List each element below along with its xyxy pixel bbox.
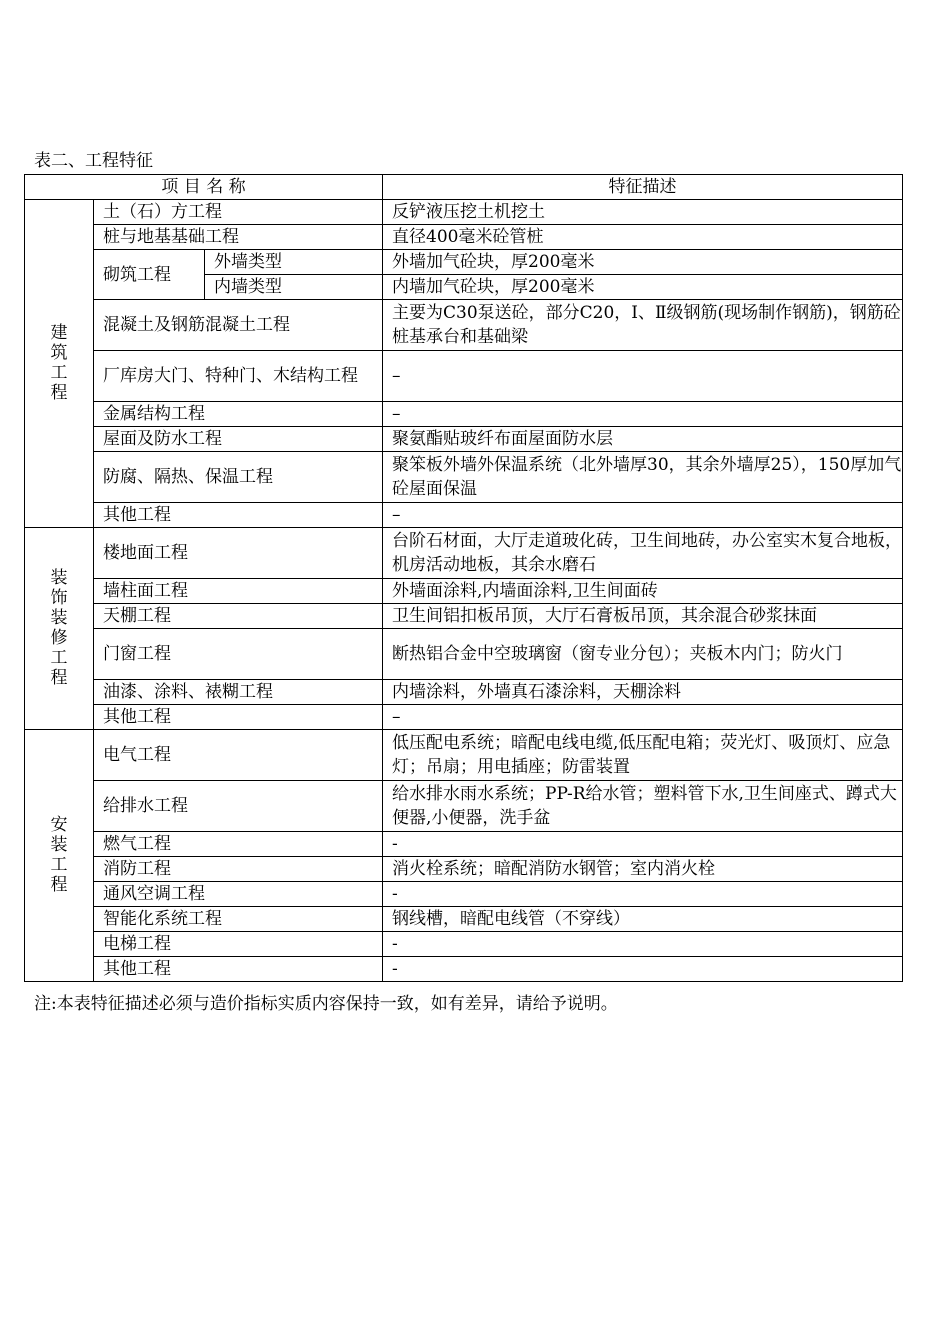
table-row [25,402,903,427]
desc-cell: 内墙加气砼块，厚200毫米 [383,275,903,300]
table-row [25,579,903,604]
desc-cell: - [383,882,903,907]
desc-cell: 钢线槽，暗配电线管（不穿线） [383,907,903,932]
item-cell: 消防工程 [94,857,383,882]
category-cell-building [25,200,94,528]
sub-item-cell: 内墙类型 [205,275,383,300]
table-row [25,907,903,932]
desc-cell: 台阶石材面，大厅走道玻化砖，卫生间地砖，办公室实木复合地板，机房活动地板，其余水磨石 [383,528,903,579]
item-cell: 通风空调工程 [94,882,383,907]
desc-cell: 直径400毫米砼管桩 [383,225,903,250]
desc-cell: – [383,705,903,730]
table-row [25,225,903,250]
footnote: 注:本表特征描述必须与造价指标实质内容保持一致，如有差异，请给予说明。 [34,994,618,1014]
item-cell: 智能化系统工程 [94,907,383,932]
desc-cell: – [383,503,903,528]
desc-cell: 消火栓系统；暗配消防水钢管；室内消火栓 [383,857,903,882]
item-cell: 其他工程 [94,957,383,982]
table-row [25,857,903,882]
table-row [25,680,903,705]
item-cell: 墙柱面工程 [94,579,383,604]
item-cell: 土（石）方工程 [94,200,383,225]
item-cell: 防腐、隔热、保温工程 [94,452,383,503]
table-header-row [25,175,903,200]
table-row [25,957,903,982]
desc-cell: 内墙涂料，外墙真石漆涂料，天棚涂料 [383,680,903,705]
desc-cell: – [383,351,903,402]
table-row [25,503,903,528]
item-cell: 其他工程 [94,503,383,528]
category-label: 装饰装修工程 [50,567,68,688]
table-row [25,427,903,452]
item-cell: 给排水工程 [94,781,383,832]
table-row [25,452,903,503]
desc-cell: 卫生间铝扣板吊顶，大厅石膏板吊顶，其余混合砂浆抹面 [383,604,903,629]
sub-item-cell: 外墙类型 [205,250,383,275]
desc-cell: 低压配电系统；暗配电线电缆,低压配电箱；荧光灯、吸顶灯、应急灯；吊扇；用电插座；防雷装置 [383,730,903,781]
item-cell: 电梯工程 [94,932,383,957]
desc-cell: 断热铝合金中空玻璃窗（窗专业分包）；夹板木内门；防火门 [383,629,903,680]
item-cell: 桩与地基基础工程 [94,225,383,250]
table-row [25,832,903,857]
table-row [25,781,903,832]
category-cell-installation [25,730,94,982]
item-cell: 燃气工程 [94,832,383,857]
item-cell: 屋面及防水工程 [94,427,383,452]
item-cell: 其他工程 [94,705,383,730]
desc-cell: 主要为C30泵送砼，部分C20，Ⅰ、Ⅱ级钢筋(现场制作钢筋)，钢筋砼桩基承台和基础梁 [383,300,903,351]
table-title: 表二、工程特征 [34,151,153,171]
table-row [25,882,903,907]
desc-cell: 聚笨板外墙外保温系统（北外墙厚30，其余外墙厚25），150厚加气砼屋面保温 [383,452,903,503]
header-feature-desc: 特征描述 [383,175,903,200]
table-row [25,300,903,351]
category-label: 建筑工程 [50,322,68,403]
item-cell: 油漆、涂料、裱糊工程 [94,680,383,705]
desc-cell: 给水排水雨水系统；PP-R给水管；塑料管下水,卫生间座式、蹲式大便器,小便器，洗手盆 [383,781,903,832]
header-item-name: 项 目 名 称 [25,175,383,200]
desc-cell: - [383,957,903,982]
desc-cell: 反铲液压挖土机挖土 [383,200,903,225]
category-cell-decoration [25,528,94,730]
item-cell: 电气工程 [94,730,383,781]
engineering-features-table [24,174,903,982]
item-cell: 门窗工程 [94,629,383,680]
table-row [25,351,903,402]
item-cell: 混凝土及钢筋混凝土工程 [94,300,383,351]
table-row [25,705,903,730]
table-row [25,629,903,680]
desc-cell: 外墙加气砼块，厚200毫米 [383,250,903,275]
table-row [25,604,903,629]
item-cell: 砌筑工程 [94,250,205,300]
desc-cell: 聚氨酯贴玻纤布面屋面防水层 [383,427,903,452]
table-row [25,528,903,579]
desc-cell: - [383,932,903,957]
item-cell: 天棚工程 [94,604,383,629]
table-row [25,932,903,957]
desc-cell: – [383,402,903,427]
item-cell: 金属结构工程 [94,402,383,427]
table-row [25,730,903,781]
desc-cell: 外墙面涂料,内墙面涂料,卫生间面砖 [383,579,903,604]
item-cell: 厂库房大门、特种门、木结构工程 [94,351,383,402]
table-row [25,200,903,225]
category-label: 安装工程 [50,814,68,895]
desc-cell: - [383,832,903,857]
table-row [25,250,903,275]
item-cell: 楼地面工程 [94,528,383,579]
